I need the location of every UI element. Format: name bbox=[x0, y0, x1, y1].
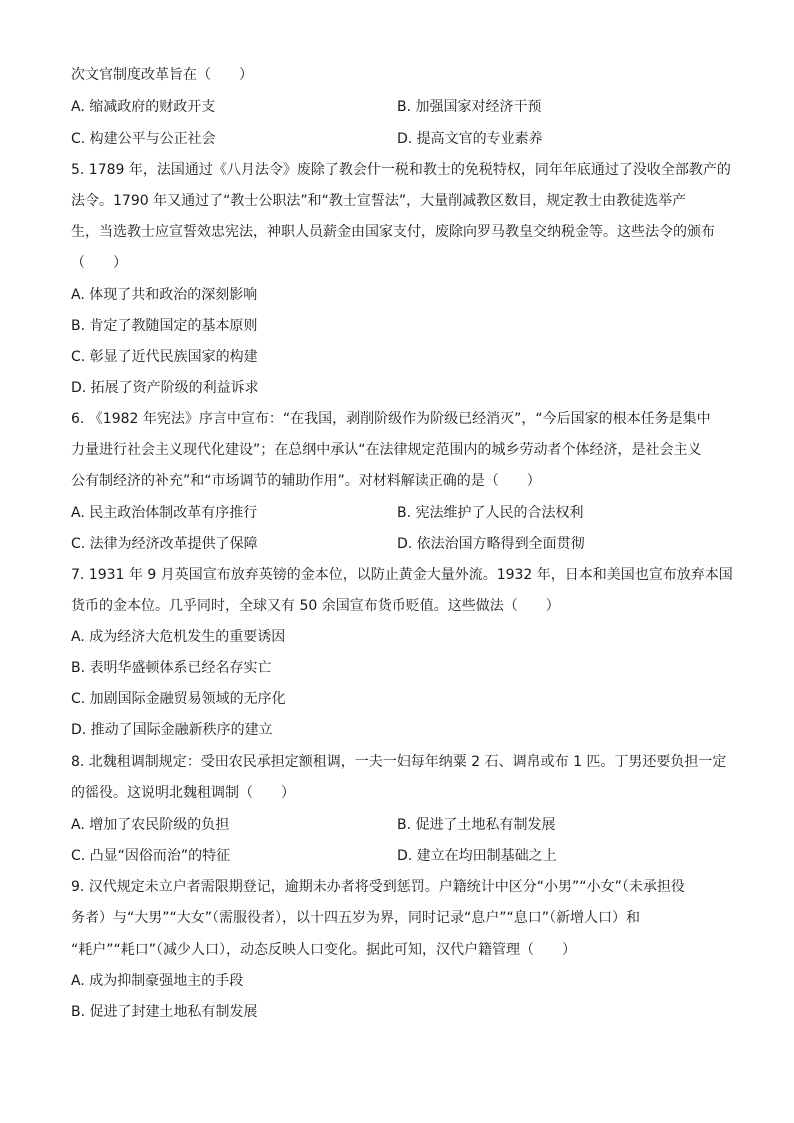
q7-option-a: A. 成为经济大危机发生的重要诱因 bbox=[71, 629, 286, 645]
q9-option-b: B. 促进了封建土地私有制发展 bbox=[71, 1004, 258, 1020]
q5-stem-line-3: 生，当选教士应宣誓效忠宪法，神职人员薪金由国家支付，废除向罗马教皇交纳税金等。这些法令的颁布 bbox=[71, 224, 715, 240]
q8-stem-line-1: 8. 北魏租调制规定：受田农民承担定额租调，一夫一妇每年纳粟 2 石、调帛或布 1 匹。丁男还要负担一定 bbox=[71, 754, 727, 770]
q5-option-a: A. 体现了共和政治的深刻影响 bbox=[71, 287, 258, 303]
q9-option-a: A. 成为抑制豪强地主的手段 bbox=[71, 973, 244, 989]
q7-option-b: B. 表明华盛顿体系已经名存实亡 bbox=[71, 660, 272, 676]
q8-option-a: A. 增加了农民阶级的负担 bbox=[71, 817, 230, 833]
q5-stem-line-1: 5. 1789 年，法国通过《八月法令》废除了教会什一税和教士的免税特权，同年年底通过了没收全部教产的 bbox=[71, 162, 731, 178]
q6-option-c: C. 法律为经济改革提供了保障 bbox=[71, 536, 258, 552]
q4-stem: 次文官制度改革旨在（ ） bbox=[71, 67, 253, 83]
q6-option-d: D. 依法治国方略得到全面贯彻 bbox=[397, 536, 585, 552]
q9-stem-line-1: 9. 汉代规定未立户者需限期登记，逾期未办者将受到惩罚。户籍统计中区分“小男”“小女”（未承担役 bbox=[71, 879, 685, 895]
q5-stem-line-4: （ ） bbox=[71, 255, 127, 271]
q6-option-a: A. 民主政治体制改革有序推行 bbox=[71, 505, 258, 521]
q6-stem-line-2: 力量进行社会主义现代化建设”；在总纲中承认“在法律规定范围内的城乡劳动者个体经济，是社会主义 bbox=[71, 442, 702, 458]
q9-stem-line-3: “耗户”“耗口”（减少人口），动态反映人口变化。据此可知，汉代户籍管理（ ） bbox=[71, 942, 577, 958]
q7-option-c: C. 加剧国际金融贸易领域的无序化 bbox=[71, 691, 286, 707]
q4-option-a: A. 缩减政府的财政开支 bbox=[71, 99, 216, 115]
q8-stem-line-2: 的徭役。这说明北魏租调制（ ） bbox=[71, 785, 295, 801]
q8-option-b: B. 促进了土地私有制发展 bbox=[397, 817, 556, 833]
q6-option-b: B. 宪法维护了人民的合法权利 bbox=[397, 505, 584, 521]
q9-stem-line-2: 务者）与“大男”“大女”（需服役者），以十四五岁为界，同时记录“息户”“息口”（新增人口）和 bbox=[71, 910, 641, 926]
q4-option-c: C. 构建公平与公正社会 bbox=[71, 131, 216, 147]
q4-option-b: B. 加强国家对经济干预 bbox=[397, 99, 542, 115]
q8-option-c: C. 凸显“因俗而治”的特征 bbox=[71, 848, 231, 864]
q6-stem-line-3: 公有制经济的补充”和“市场调节的辅助作用”。对材料解读正确的是（ ） bbox=[71, 473, 541, 489]
q5-option-b: B. 肯定了教随国定的基本原则 bbox=[71, 318, 258, 334]
q4-option-d: D. 提高文官的专业素养 bbox=[397, 131, 543, 147]
q7-stem-line-2: 货币的金本位。几乎同时，全球又有 50 余国宣布货币贬值。这些做法（ ） bbox=[71, 598, 560, 614]
q5-stem-line-2: 法令。1790 年又通过了“教士公职法”和“教士宣誓法”，大量削减教区数目，规定教士由教徒选举产 bbox=[71, 193, 687, 209]
q8-option-d: D. 建立在均田制基础之上 bbox=[397, 848, 557, 864]
q7-option-d: D. 推动了国际金融新秩序的建立 bbox=[71, 722, 273, 738]
q6-stem-line-1: 6. 《1982 年宪法》序言中宣布：“在我国，剥削阶级作为阶级已经消灭”，“今后国家的根本任务是集中 bbox=[71, 411, 711, 427]
q5-option-d: D. 拓展了资产阶级的利益诉求 bbox=[71, 380, 259, 396]
q5-option-c: C. 彰显了近代民族国家的构建 bbox=[71, 349, 258, 365]
q7-stem-line-1: 7. 1931 年 9 月英国宣布放弃英镑的金本位，以防止黄金大量外流。1932 年，日本和美国也宣布放弃本国 bbox=[71, 567, 733, 583]
